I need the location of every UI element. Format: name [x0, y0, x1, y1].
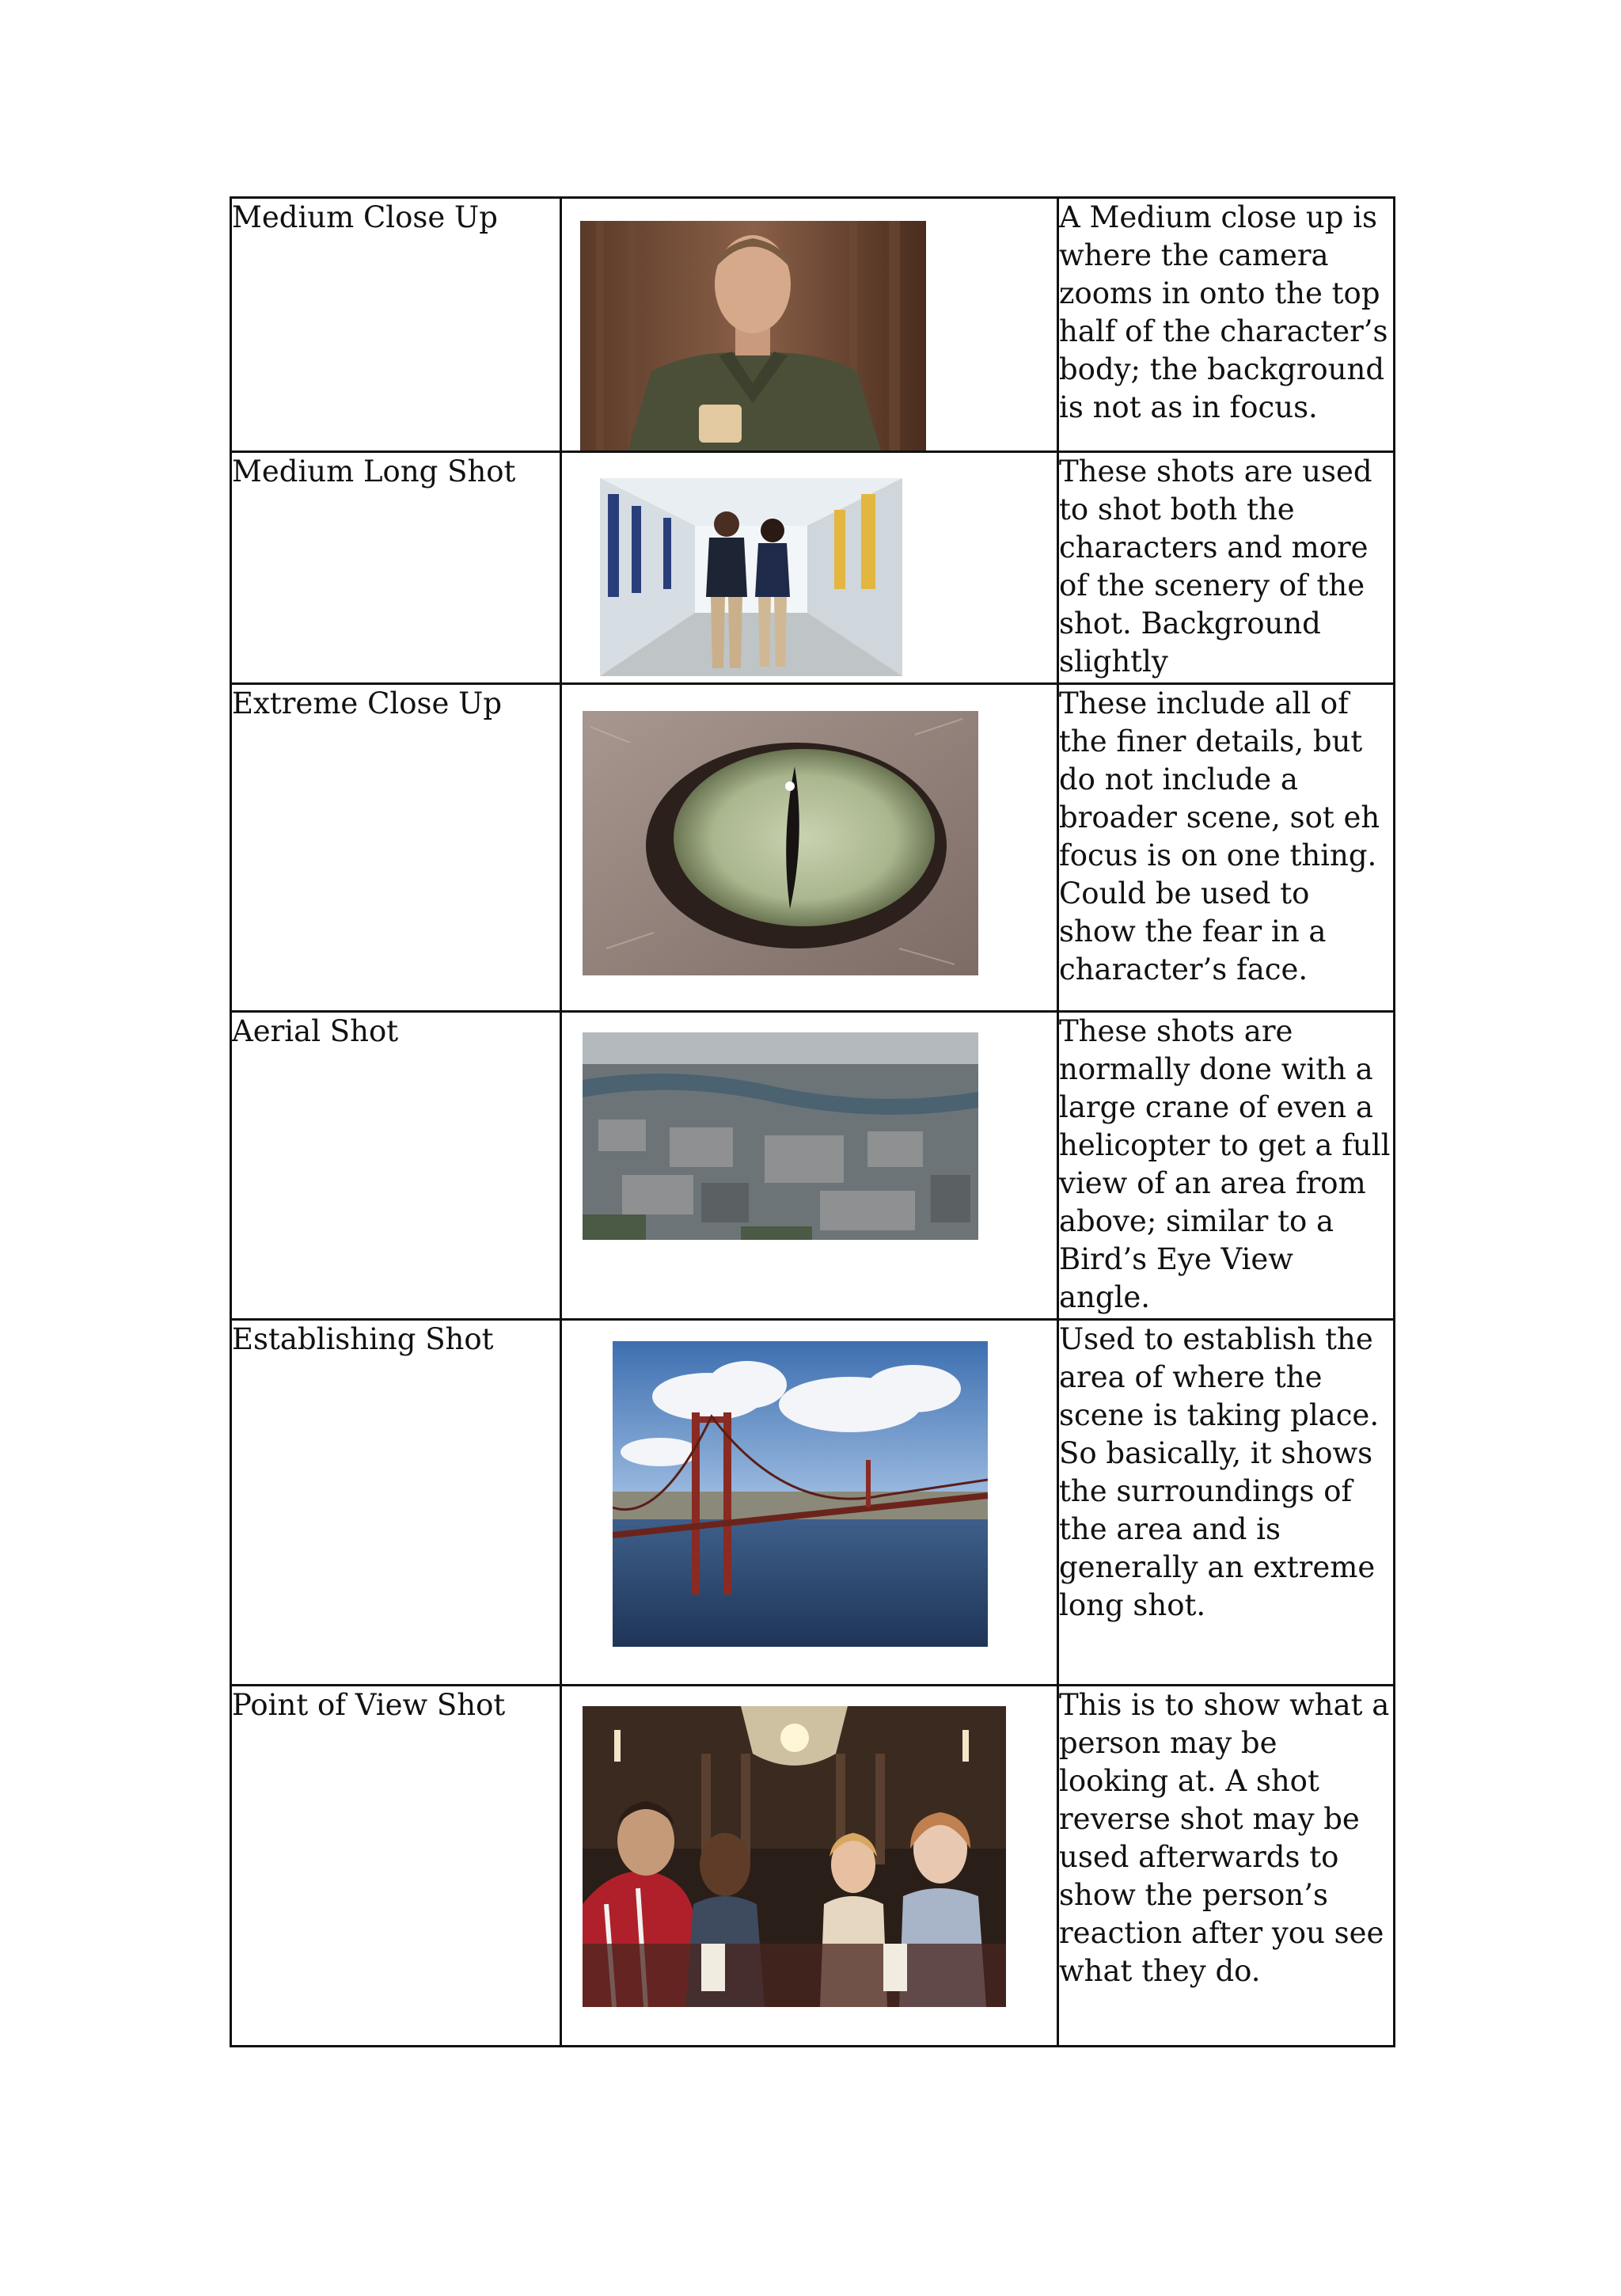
table-row	[231, 452, 1395, 684]
aerial-city-view-photo	[583, 1032, 978, 1240]
camera-shots-table	[230, 196, 1395, 2047]
shot-image-cell	[561, 198, 1058, 452]
table-row	[231, 684, 1395, 1012]
shot-image-cell	[561, 1012, 1058, 1320]
couple-walking-in-corridor-photo	[600, 478, 902, 676]
shot-description: Used to establish the area of where the scene is taking place. So basically, it shows the surroundings of the area and is generally an extreme long shot.	[1058, 1320, 1395, 1686]
table-row	[231, 1686, 1395, 2047]
shot-name: Aerial Shot	[231, 1012, 561, 1320]
shot-name: Medium Long Shot	[231, 452, 561, 684]
shot-name: Establishing Shot	[231, 1320, 561, 1686]
shot-image-cell	[561, 684, 1058, 1012]
shot-name: Medium Close Up	[231, 198, 561, 452]
officer-in-uniform-photo	[580, 221, 926, 450]
table-row	[231, 198, 1395, 452]
cat-eye-photo	[583, 711, 978, 975]
shot-name: Extreme Close Up	[231, 684, 561, 1012]
shot-description: These shots are used to shot both the characters and more of the scenery of the shot. Background slightly	[1058, 452, 1395, 684]
shot-description: This is to show what a person may be looking at. A shot reverse shot may be used afterwards to show the person’s reaction after you see what they do.	[1058, 1686, 1395, 2047]
shot-description: These shots are normally done with a large crane of even a helicopter to get a full view of an area from above; similar to a Bird’s Eye View angle.	[1058, 1012, 1395, 1320]
shot-image-cell	[561, 1320, 1058, 1686]
shot-image-cell	[561, 1686, 1058, 2047]
table-row	[231, 1320, 1395, 1686]
suspension-bridge-photo	[613, 1341, 988, 1647]
table-row	[231, 1012, 1395, 1320]
shot-name: Point of View Shot	[231, 1686, 561, 2047]
shot-description: A Medium close up is where the camera zooms in onto the top half of the character’s body; the background is not as in focus.	[1058, 198, 1395, 452]
group-at-dinner-table-photo	[583, 1706, 1006, 2007]
shot-image-cell	[561, 452, 1058, 684]
shot-description: These include all of the finer details, but do not include a broader scene, sot eh focus is on one thing. Could be used to show the fear in a character’s face.	[1058, 684, 1395, 1012]
